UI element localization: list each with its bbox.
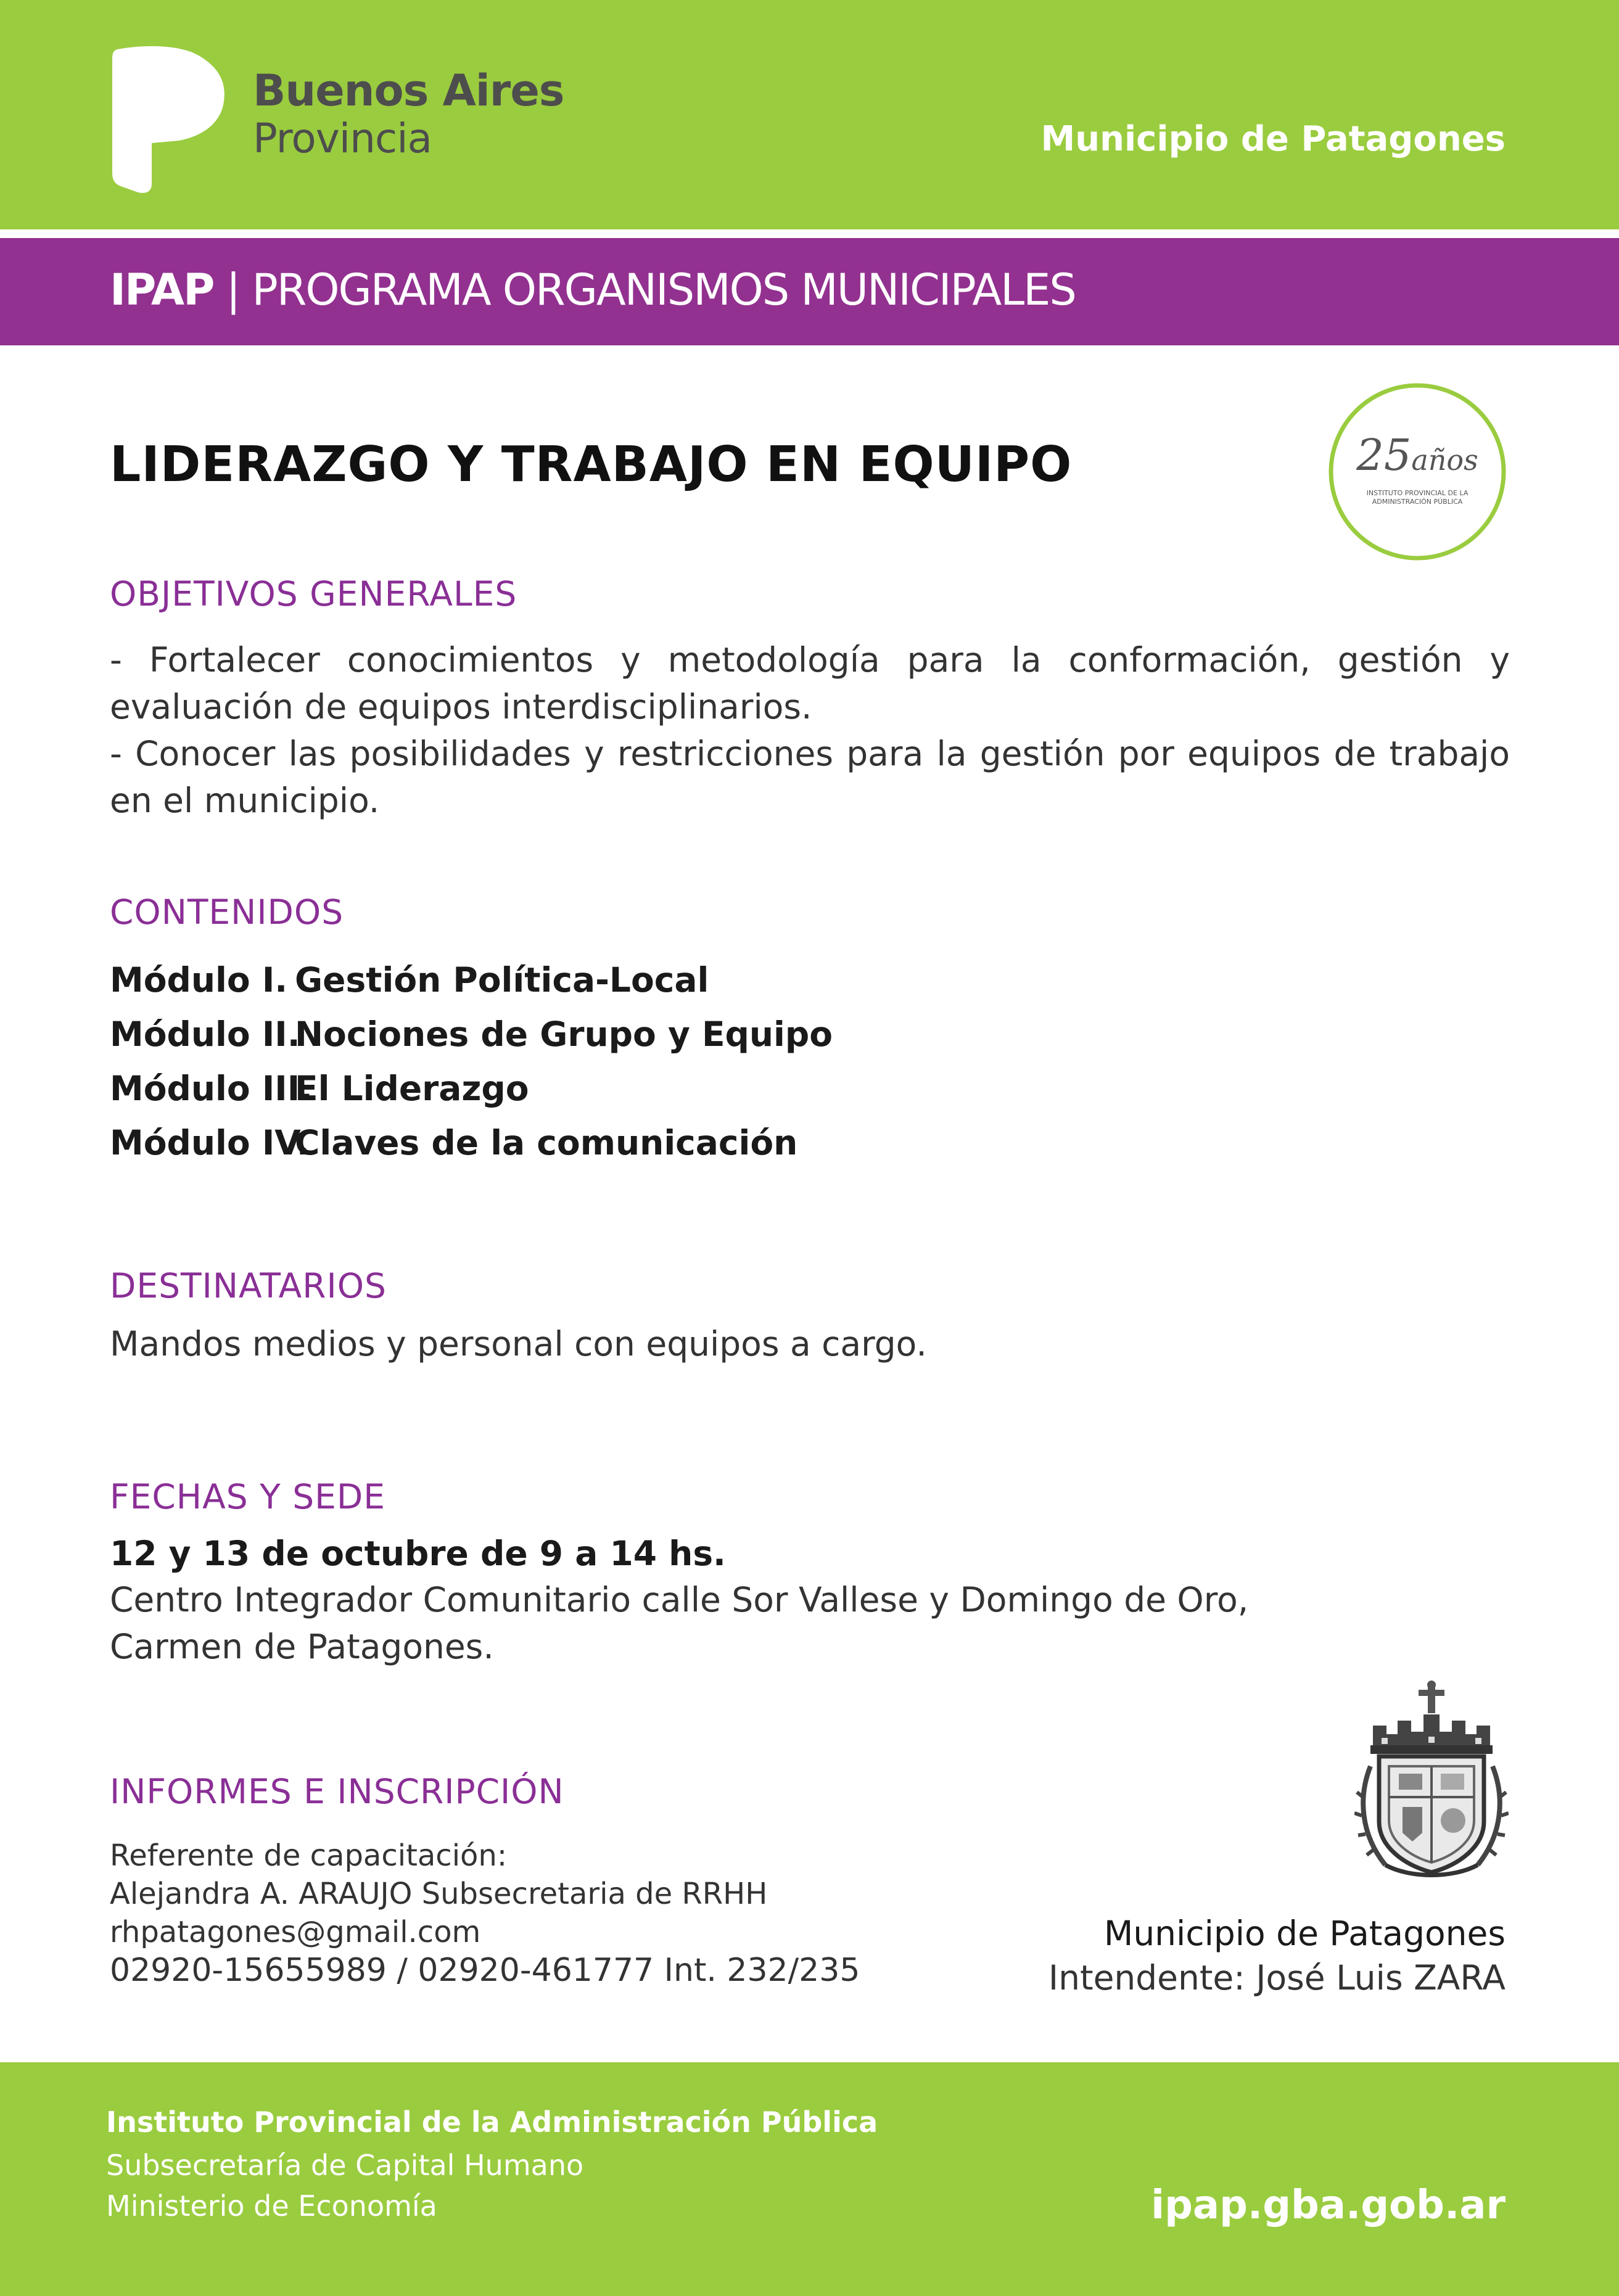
module-label: Módulo III. (110, 1069, 313, 1108)
anniversary-badge (1325, 379, 1510, 564)
module-item (110, 1014, 1097, 1072)
objetivos-heading: OBJETIVOS GENERALES (110, 574, 517, 614)
module-label: Módulo IV. (110, 1123, 310, 1162)
crest-municipality: Municipio de Patagones (1103, 1914, 1506, 1953)
header-divider (0, 229, 1619, 238)
destinatarios-text: Mandos medios y personal con equipos a cargo. (110, 1324, 927, 1364)
contact-phone: 02920-15655989 / 02920-461777 Int. 232/235 (110, 1952, 860, 1989)
module-item (110, 1069, 1097, 1126)
contenidos-heading: CONTENIDOS (110, 892, 344, 932)
course-title: LIDERAZGO Y TRABAJO EN EQUIPO (110, 436, 1073, 493)
buenos-aires-provincia-logo-icon (106, 43, 229, 194)
module-item (110, 960, 1097, 1018)
module-list (110, 960, 1097, 1180)
program-band-title (110, 264, 1076, 316)
crest-intendente: Intendente: José Luis ZARA (1048, 1958, 1506, 1998)
venue-line: Centro Integrador Comunitario calle Sor Vallese y Domingo de Oro, (110, 1580, 1249, 1619)
brand-name-line2: Provincia (253, 115, 432, 162)
header-bar (0, 0, 1619, 229)
module-text: Gestión Política-Local (295, 960, 709, 1000)
destinatarios-heading: DESTINATARIOS (110, 1266, 387, 1306)
course-dates: 12 y 13 de octubre de 9 a 14 hs. (110, 1534, 726, 1573)
ipap-acronym: IPAP (110, 265, 214, 315)
badge-word: años (1411, 443, 1478, 477)
module-text: El Liderazgo (295, 1069, 529, 1108)
footer-institute: Instituto Provincial de la Administración Pública (106, 2105, 878, 2139)
module-text: Nociones de Grupo y Equipo (295, 1014, 833, 1054)
objetivo-item: - Conocer las posibilidades y restricciones para la gestión por equipos de trabajo en el municipio. (110, 734, 1510, 820)
footer-website-link[interactable]: ipap.gba.gob.ar (1151, 2183, 1506, 2228)
badge-years (1325, 430, 1510, 480)
brand-name-line1: Buenos Aires (253, 65, 564, 116)
contact-referente-label: Referente de capacitación: (110, 1838, 507, 1873)
contact-info (110, 1837, 860, 1989)
objetivo-item: - Fortalecer conocimientos y metodología para la conformación, gestión y evaluación de equipos interdisciplinarios. (110, 640, 1510, 726)
module-label: Módulo I. (110, 960, 288, 1000)
band-separator: | (213, 265, 252, 315)
objetivos-list (110, 636, 1510, 824)
fechas-heading: FECHAS Y SEDE (110, 1477, 386, 1516)
module-label: Módulo II. (110, 1014, 300, 1054)
footer-ministerio: Ministerio de Economía (106, 2189, 437, 2223)
program-name: PROGRAMA ORGANISMOS MUNICIPALES (252, 265, 1076, 315)
course-venue (110, 1576, 1343, 1670)
informes-heading: INFORMES E INSCRIPCIÓN (110, 1772, 564, 1811)
header-municipality: Municipio de Patagones (1040, 119, 1506, 159)
contact-email: rhpatagones@gmail.com (110, 1915, 481, 1949)
venue-line: Carmen de Patagones. (110, 1627, 494, 1666)
badge-subtitle: INSTITUTO PROVINCIAL DE LA ADMINISTRACIÓN PÚBLICA (1366, 489, 1469, 506)
footer-subsecretaria: Subsecretaría de Capital Humano (106, 2149, 584, 2182)
municipal-crest-icon (1354, 1680, 1509, 1883)
contact-person: Alejandra A. ARAUJO Subsecretaria de RRHH (110, 1877, 768, 1911)
module-text: Claves de la comunicación (295, 1123, 798, 1162)
module-item (110, 1123, 1097, 1180)
badge-number: 25 (1356, 430, 1412, 480)
